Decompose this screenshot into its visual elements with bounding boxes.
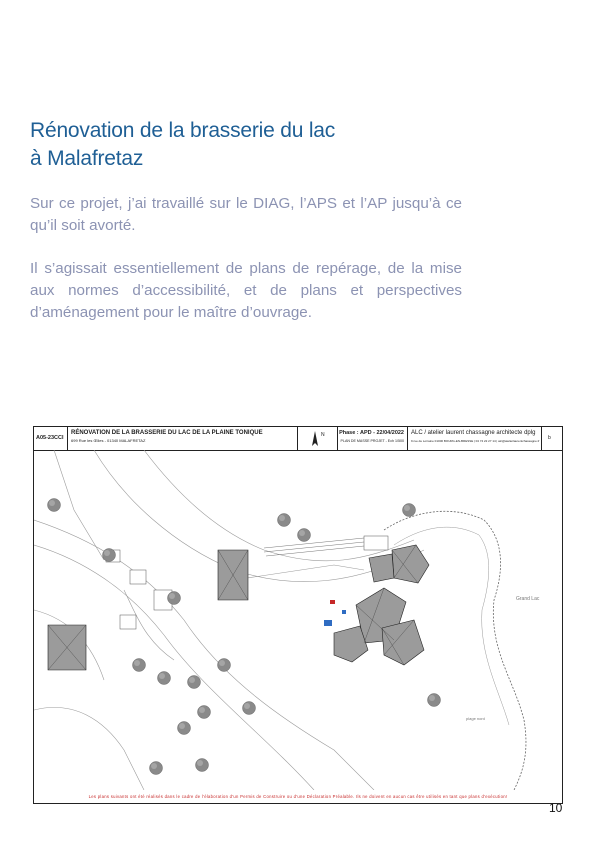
lake-label: Grand Lac [516, 596, 540, 602]
plan-office-details: 9 rue de Lorraine 01000 BOURG-EN-BRESSE | 04 74 22 27 14 | alc@atelierlaurentchassagne.fr [411, 439, 540, 443]
svg-text:N: N [321, 432, 325, 438]
plan-project-block [68, 427, 298, 450]
paragraph-1: Sur ce projet, j’ai travaillé sur le DIAG, l’APS et l’AP jusqu’à ce qu’il soit avorté. [30, 195, 462, 234]
title-line-1: Rénovation de la brasserie du lac [30, 119, 336, 142]
plan-office: ALC / atelier laurent chassagne architecte dplg [411, 430, 536, 436]
plan-office-block [408, 427, 542, 450]
plan-phase: Phase : APD - 22/04/2022 [339, 430, 404, 436]
plan-reference: A05-23CCI [34, 427, 68, 450]
north-arrow-icon [298, 427, 338, 450]
paragraph-2: Il s’agissait essentiellement de plans de repérage, de la mise aux normes d’accessibilité, et de plans et perspectives d’aménagement pour le maître d’ouvrage. [30, 260, 462, 321]
plan-title-block [34, 427, 562, 451]
plan-disclaimer: Les plans suivants ont été réalisés dans le cadre de l'élaboration d'un Permis de Construire ou d'une Déclaration Préalable. Ils ne doivent en aucun cas être utilisés en tant que plans d'exécution! [88, 794, 508, 799]
page-title [30, 117, 470, 173]
plan-project-title: RÉNOVATION DE LA BRASSERIE DU LAC DE LA PLAINE TONIQUE [71, 430, 263, 436]
site-map [34, 450, 562, 790]
page-number: 10 [549, 801, 563, 815]
beach-label: plage nord [466, 716, 485, 721]
plan-index: b [548, 435, 551, 441]
plan-sheet: PLAN DE MASSE PROJET - Ech 1/500 [340, 439, 404, 443]
title-line-2: à Malafretaz [30, 147, 144, 170]
plan-phase-block [338, 427, 408, 450]
plan-address: 699 Rue les Œiles - 01340 MALAFRETAZ [71, 438, 146, 443]
site-plan-drawing [33, 426, 563, 804]
